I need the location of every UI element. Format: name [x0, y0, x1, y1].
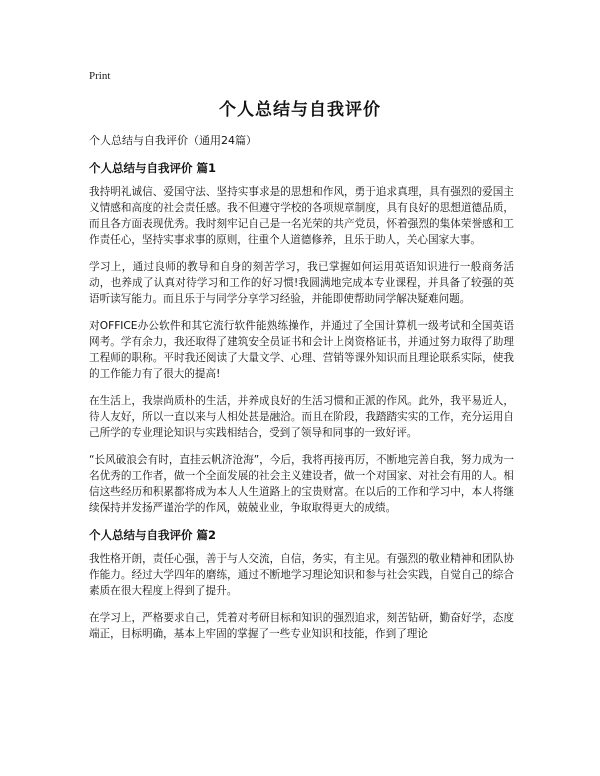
paragraph: 在生活上，我崇尚质朴的生活，并养成良好的生活习惯和正派的作风。此外，我平易近人，待人友好，所以一直以来与人相处甚是融洽。而且在阶段，我踏踏实实的工作，充分运用自己所学的专业理论知识与实践相结合，受到了领导和同事的一致好评。: [89, 395, 514, 439]
section-heading-2: 个人总结与自我评价 篇2: [89, 528, 217, 542]
paragraph: 学习上，通过良师的教导和自身的刻苦学习，我已掌握如何运用英语知识进行一般商务活动，也养成了认真对待学习和工作的好习惯!我圆满地完成本专业课程，并具备了较强的英语听读写能力。而且乐于与同学分享学习经验，并能即使帮助同学解决疑难问题。: [89, 261, 514, 305]
print-label[interactable]: Print: [89, 70, 111, 82]
document-subtitle: 个人总结与自我评价（通用24篇）: [89, 134, 257, 147]
paragraph: 在学习上，严格要求自己，凭着对考研目标和知识的强烈追求，刻苦钻研，勤奋好学，态度端正，目标明确，基本上牢固的掌握了一些专业知识和技能，作到了理论: [89, 612, 514, 640]
paragraph: 我持明礼诚信、爱国守法、坚持实事求是的思想和作风，勇于追求真理，具有强烈的爱国主义情感和高度的社会责任感。我不但遵守学校的各项规章制度，具有良好的思想道德品质，而且各方面表现优秀。我时刻牢记自己是一名光荣的共产党员，怀着强烈的集体荣誉感和工作责任心，坚持实事求事的原则，往重个人道德修养，且乐于助人，关心国家大事。: [89, 186, 514, 246]
document-body: [89, 133, 514, 653]
paragraph: 我性格开朗，责任心强，善于与人交流，自信，务实，有主见。有强烈的敬业精神和团队协作能力。经过大学四年的磨练，通过不断地学习理论知识和参与社会实践，自觉自己的综合素质在很大程度上得到了提升。: [89, 553, 514, 597]
paragraph: “长风破浪会有时，直挂云帆济沧海”，今后，我将再接再厉，不断地完善自我，努力成为一名优秀的工作者，做一个全面发展的社会主义建设者，做一个对国家、对社会有用的人。相信这些经历和积累都将成为本人人生道路上的宝贵财富。在以后的工作和学习中，本人将继续保持并发扬严谨治学的作风，兢兢业业，争取取得更大的成绩。: [89, 454, 514, 514]
document-title: 个人总结与自我评价: [219, 100, 381, 120]
paragraph: 对OFFICE办公软件和其它流行软件能熟练操作，并通过了全国计算机一级考试和全国英语网考。学有余力，我还取得了建筑安全员证书和会计上岗资格证书，并通过努力取得了助理工程师的职称。平时我还阅读了大量文学、心理、营销等课外知识而且理论联系实际，使我的工作能力有了很大的提高!: [89, 320, 514, 380]
section-heading-1: 个人总结与自我评价 篇1: [89, 161, 217, 175]
